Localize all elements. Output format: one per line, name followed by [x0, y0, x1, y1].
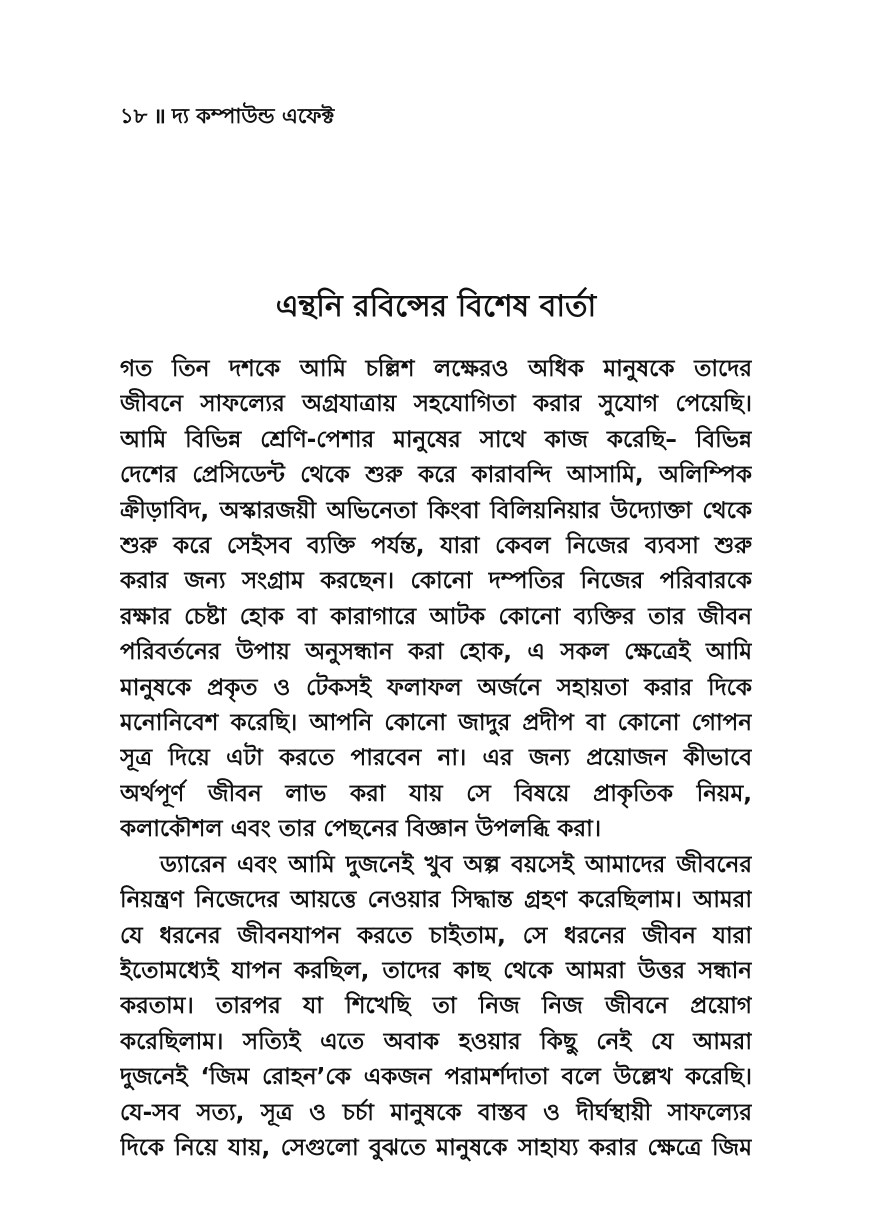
header-separator: ॥: [153, 104, 166, 128]
text-line: ক্রীড়াবিদ, অস্কারজয়ী অভিনেতা কিংবা বিলিয়নিয়ার উদ্যোক্তা থেকে: [120, 497, 752, 524]
text-line: রক্ষার চেষ্টা হোক বা কারাগারে আটক কোনো ব্যক্তির তার জীবন: [120, 603, 752, 630]
text-line: করেছিলাম। সত্যিই এতে অবাক হওয়ার কিছু নেই যে আমরা: [120, 1028, 752, 1055]
paragraph: [120, 352, 752, 848]
text-line: দিকে নিয়ে যায়, সেগুলো বুঝতে মানুষকে সাহায্য করার ক্ষেত্রে জিম: [120, 1134, 752, 1161]
text-line: আমি বিভিন্ন শ্রেণি-পেশার মানুষের সাথে কাজ করেছি– বিভিন্ন: [120, 426, 752, 453]
section-title: এন্থনি রবিন্সের বিশেষ বার্তা: [275, 289, 597, 324]
text-line: যে-সব সত্য, সূত্র ও চর্চা মানুষকে বাস্তব ও দীর্ঘস্থায়ী সাফল্যের: [120, 1099, 752, 1126]
text-line: যে ধরনের জীবনযাপন করতে চাইতাম, সে ধরনের জীবন যারা: [120, 922, 752, 949]
text-line: জীবনে সাফল্যের অগ্রযাত্রায় সহযোগিতা করার সুযোগ পেয়েছি।: [120, 391, 752, 418]
text-line: দুজনেই ‘জিম রোহন’কে একজন পরামর্শদাতা বলে উল্লেখ করেছি।: [120, 1064, 752, 1091]
text-line: দেশের প্রেসিডেন্ট থেকে শুরু করে কারাবন্দি আসামি, অলিম্পিক: [120, 462, 752, 489]
text-line: করতাম। তারপর যা শিখেছি তা নিজ নিজ জীবনে প্রয়োগ: [120, 993, 752, 1020]
text-line: সূত্র দিয়ে এটা করতে পারবেন না। এর জন্য প্রয়োজন কীভাবে: [120, 745, 752, 772]
page-number: ১৮: [120, 104, 148, 128]
text-line: কলাকৌশল এবং তার পেছনের বিজ্ঞান উপলব্ধি করা।: [120, 816, 602, 843]
text-line: শুরু করে সেইসব ব্যক্তি পর্যন্ত, যারা কেবল নিজের ব্যবসা শুরু: [120, 533, 752, 560]
text-line: পরিবর্তনের উপায় অনুসন্ধান করা হোক, এ সকল ক্ষেত্রেই আমি: [120, 639, 752, 666]
text-line: মনোনিবেশ করেছি। আপনি কোনো জাদুর প্রদীপ বা কোনো গোপন: [120, 710, 752, 737]
book-title: দ্য কম্পাউন্ড এফেক্ট: [171, 104, 335, 128]
text-line: গত তিন দশকে আমি চল্লিশ লক্ষেরও অধিক মানুষকে তাদের: [120, 356, 752, 382]
text-line: ইতোমধ্যেই যাপন করছিল, তাদের কাছ থেকে আমরা উত্তর সন্ধান: [120, 957, 752, 984]
text-line: করার জন্য সংগ্রাম করছেন। কোনো দম্পতির নিজের পরিবারকে: [120, 568, 752, 595]
body-text: [120, 352, 752, 1166]
text-line: মানুষকে প্রকৃত ও টেকসই ফলাফল অর্জনে সহায়তা করার দিকে: [120, 674, 752, 701]
paragraph: [120, 848, 752, 1167]
text-line: অর্থপূর্ণ জীবন লাভ করা যায় সে বিষয়ে প্রাকৃতিক নিয়ম,: [120, 780, 752, 807]
text-line: ড্যারেন এবং আমি দুজনেই খুব অল্প বয়সেই আমাদের জীবনের: [160, 851, 752, 878]
running-header: [120, 100, 334, 135]
text-line: নিয়ন্ত্রণ নিজেদের আয়ত্তে নেওয়ার সিদ্ধান্ত গ্রহণ করেছিলাম। আমরা: [120, 887, 752, 914]
